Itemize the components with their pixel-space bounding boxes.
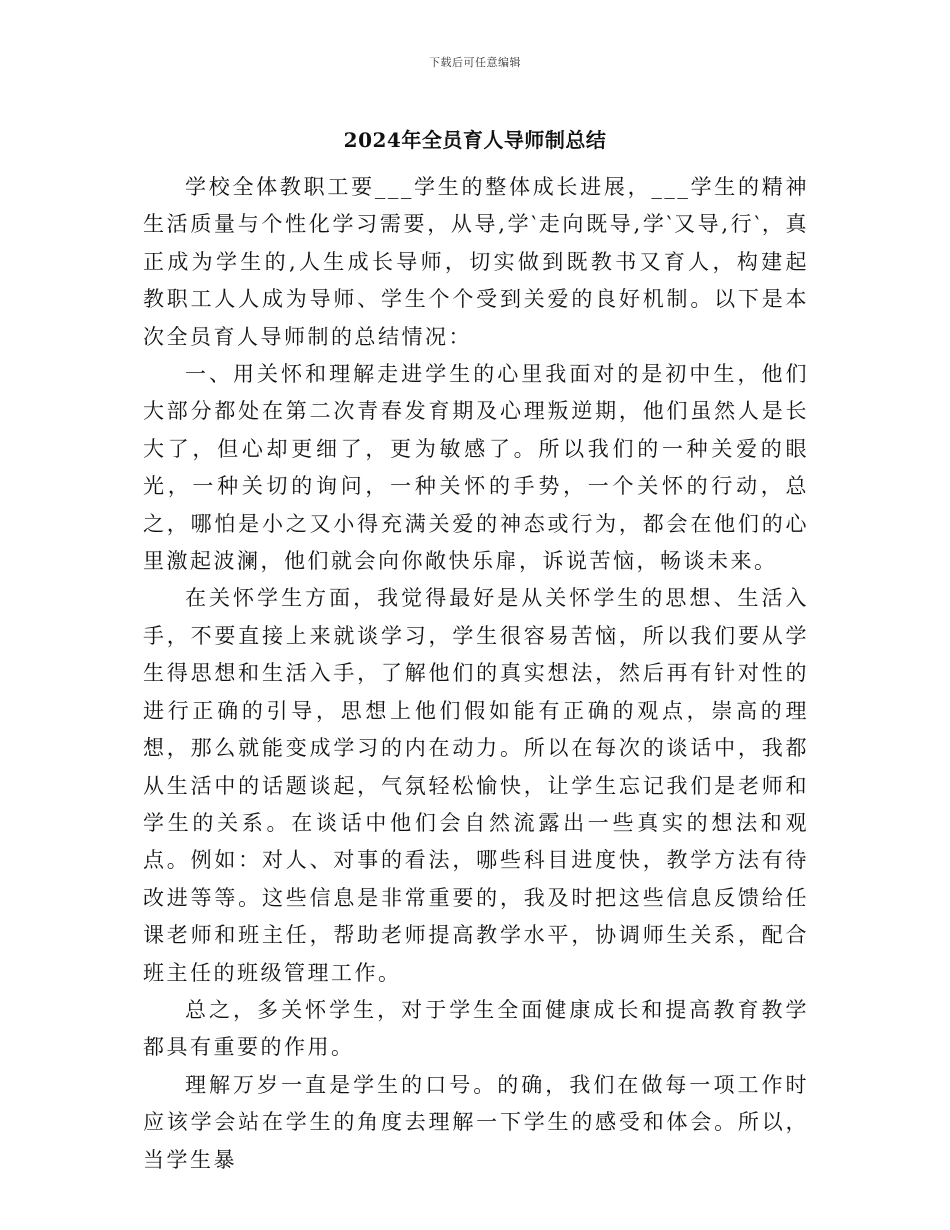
document-body: [143, 169, 809, 1179]
header-note: 下载后可任意编辑: [429, 56, 521, 69]
paragraph-care-students: 在关怀学生方面，我觉得最好是从关怀学生的思想、生活入手，不要直接上来就谈学习，学生很容易苦恼，所以我们要从学生得思想和生活入手，了解他们的真实想法，然后再有针对性的进行正确的引导，思想上他们假如能有正确的观点，崇高的理想，那么就能变成学习的内在动力。所以在每次的谈话中，我都从生活中的话题谈起，气氛轻松愉快，让学生忘记我们是老师和学生的关系。在谈话中他们会自然流露出一些真实的想法和观点。例如：对人、对事的看法，哪些科目进度快，教学方法有待改进等等。这些信息是非常重要的，我及时把这些信息反馈给任课老师和班主任，帮助老师提高教学水平，协调师生关系，配合班主任的班级管理工作。: [143, 586, 809, 985]
paragraph-understanding: 理解万岁一直是学生的口号。的确，我们在做每一项工作时应该学会站在学生的角度去理解一下学生的感受和体会。所以，当学生暴: [143, 1072, 809, 1172]
paragraph-intro: 学校全体教职工要___学生的整体成长进展，___学生的精神生活质量与个性化学习需要，从导,学‵走向既导,学‵又导,行‵，真正成为学生的,人生成长导师，切实做到既教书又育人，构建起教职工人人成为导师、学生个个受到关爱的良好机制。以下是本次全员育人导师制的总结情况：: [143, 175, 809, 349]
document-title: 2024年全员育人导师制总结: [343, 128, 607, 152]
paragraph-section-one: 一、用关怀和理解走进学生的心里我面对的是初中生，他们大部分都处在第二次青春发育期及心理叛逆期，他们虽然人是长大了，但心却更细了，更为敏感了。所以我们的一种关爱的眼光，一种关切的询问，一种关怀的手势，一个关怀的行动，总之，哪怕是小之又小得充满关爱的神态或行为，都会在他们的心里激起波澜，他们就会向你敞快乐扉，诉说苦恼，畅谈未来。: [143, 362, 809, 574]
paragraph-summary: 总之，多关怀学生，对于学生全面健康成长和提高教育教学都具有重要的作用。: [143, 997, 809, 1060]
